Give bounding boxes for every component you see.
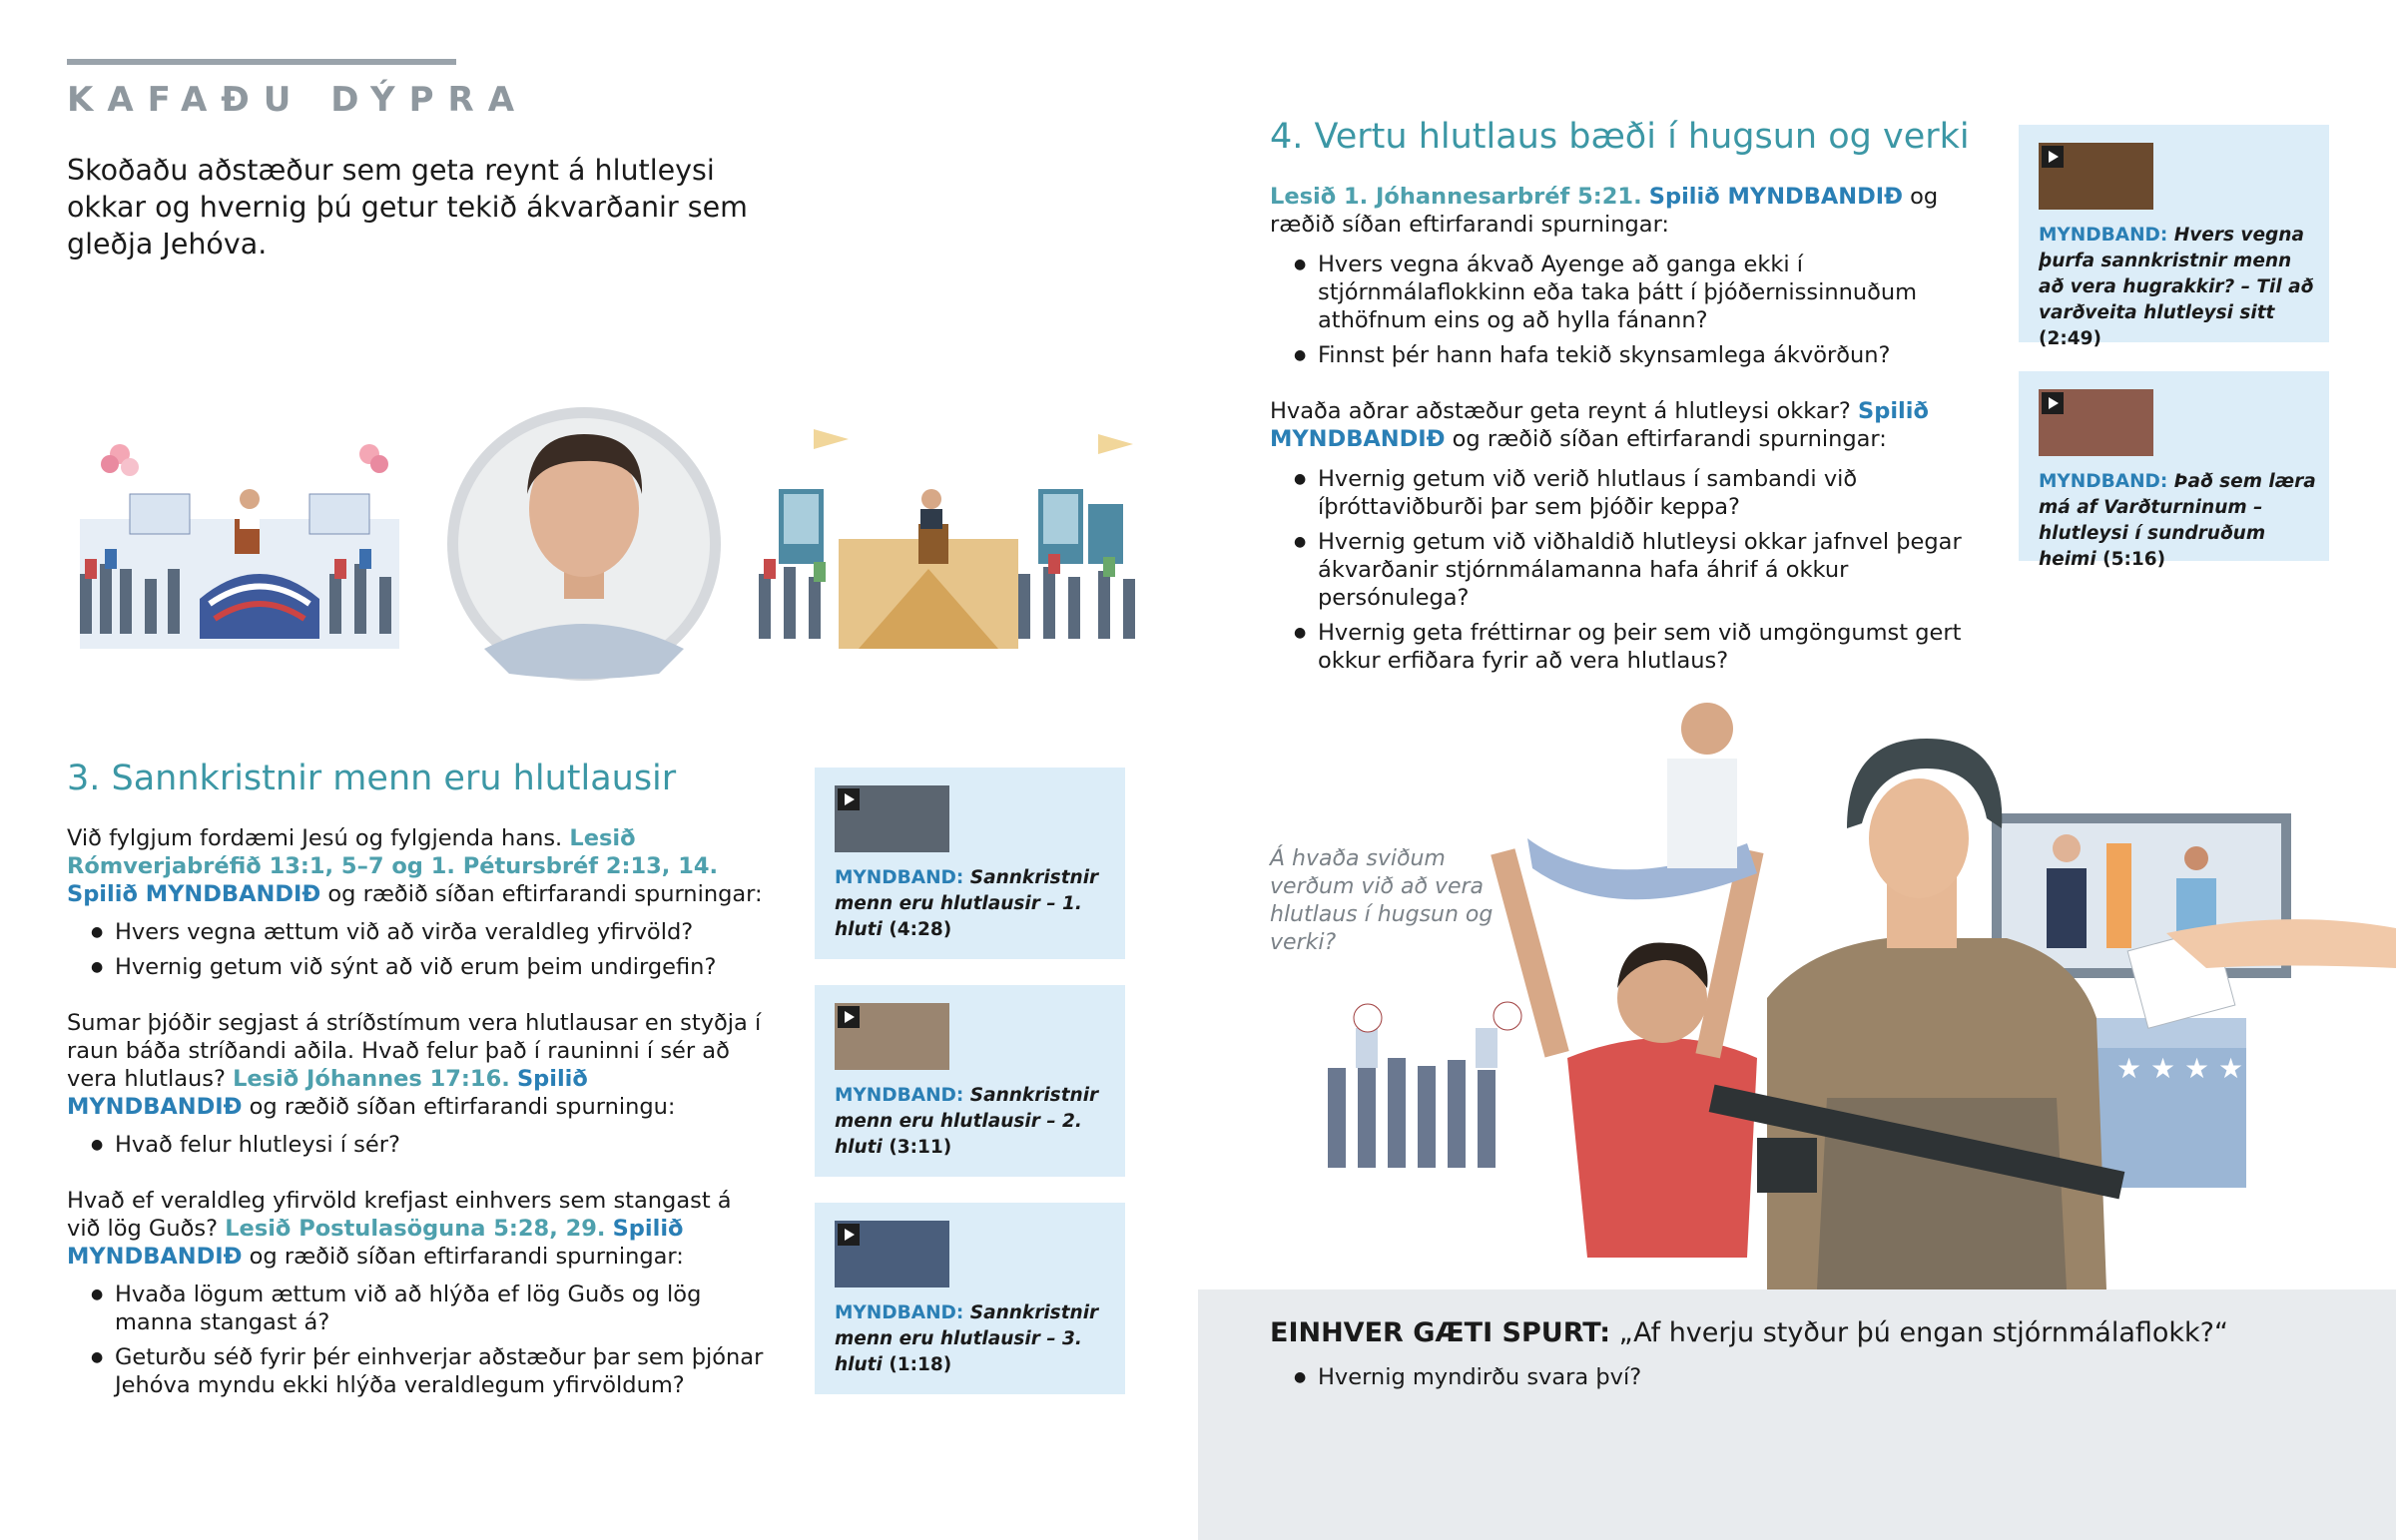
question-item: ● Hvers vegna ákvað Ayenge að ganga ekki í stjórnmálaflokkinn eða taka þátt í þjóðernissinnuðum athöfnum eins og að hylla fánann? xyxy=(1270,251,1969,334)
illustration-caption: Á hvaða sviðum verðum við að vera hlutlaus í hugsun og verki? xyxy=(1270,846,1494,955)
question-item: ● Finnst þér hann hafa tekið skynsamlega ákvörðun? xyxy=(1270,341,1969,369)
video-thumbnail[interactable] xyxy=(2039,143,2153,210)
play-icon[interactable] xyxy=(2042,146,2064,168)
play-icon[interactable] xyxy=(2042,392,2064,414)
question-item: ● Hvað felur hlutleysi í sér? xyxy=(67,1131,766,1159)
section-kicker: KAFAÐU DÝPRA xyxy=(67,80,529,120)
video-caption: MYNDBAND: Sannkristnir menn eru hlutlausir – 2. hluti (3:11) xyxy=(835,1085,1099,1158)
video-caption: MYNDBAND: Sannkristnir menn eru hlutlausir – 1. hluti (4:28) xyxy=(835,867,1099,940)
question-item: ● Hvernig getum við verið hlutlaus í sambandi við íþróttaviðburði þar sem þjóðir keppa? xyxy=(1270,465,1969,521)
paragraph-text: og ræðið síðan eftirfarandi spurningar: xyxy=(320,881,763,907)
video-card-3[interactable] xyxy=(815,1203,1125,1394)
section-3-body xyxy=(67,824,766,1406)
question-item: ● Hvers vegna ættum við að virða veraldleg yfirvöld? xyxy=(67,918,766,946)
someone-asks-heading xyxy=(1270,1317,2228,1348)
play-video-link[interactable]: Spilið MYNDBANDIÐ xyxy=(1648,184,1904,210)
question-list xyxy=(67,918,766,981)
video-thumbnail[interactable] xyxy=(835,1003,949,1070)
video-thumbnail[interactable] xyxy=(2039,389,2153,456)
scripture-reference[interactable]: Lesið Rómverjabréfið 13:1, 5–7 og 1. Pétursbréf 2:13, 14. xyxy=(67,825,719,879)
section-4-body xyxy=(1270,183,1969,682)
section-4-paragraph-1 xyxy=(1270,183,1969,239)
paragraph-text: Sumar þjóðir segjast á stríðstímum vera hlutlausar en styðja í raun báða stríðandi aðila. Hvað felur það í rauninni í sér að vera hlutlaus? xyxy=(67,1010,762,1092)
video-thumbnail[interactable] xyxy=(835,785,949,852)
play-video-link[interactable]: Spilið MYNDBANDIÐ xyxy=(67,1216,684,1270)
section-3-paragraph-2 xyxy=(67,1009,766,1121)
left-rally-scene xyxy=(80,444,399,649)
header-rule xyxy=(67,59,456,65)
intro-text: Skoðaðu aðstæður sem geta reynt á hlutleysi okkar og hvernig þú getur tekið ákvarðanir sem gleðja Jehóva. xyxy=(67,154,748,260)
question-list xyxy=(1270,465,1969,675)
paragraph-text: og ræðið síðan eftirfarandi spurningar: xyxy=(242,1244,684,1270)
section-3-title: 3. Sannkristnir menn eru hlutlausir xyxy=(67,759,677,798)
question-list xyxy=(1270,251,1969,369)
play-icon[interactable] xyxy=(838,788,860,810)
play-icon[interactable] xyxy=(838,1224,860,1246)
someone-asks-label: EINHVER GÆTI SPURT: xyxy=(1270,1317,1611,1348)
scripture-reference[interactable]: Lesið Postulasöguna 5:28, 29. xyxy=(225,1216,606,1242)
question-list xyxy=(67,1131,766,1159)
svg-text:★ ★ ★ ★: ★ ★ ★ ★ xyxy=(2116,1052,2244,1085)
video-card-4[interactable] xyxy=(2019,125,2329,349)
rally-illustration xyxy=(60,399,1158,689)
question-item: ● Hvernig geta fréttirnar og þeir sem við umgöngumst gert okkur erfiðara fyrir að vera hlutlaus? xyxy=(1270,619,1969,675)
question-item: ● Hvernig getum við viðhaldið hlutleysi okkar jafnvel þegar ákvarðanir stjórnmálamanna hafa áhrif á okkur persónulega? xyxy=(1270,528,1969,612)
section-4-paragraph-2 xyxy=(1270,397,1969,453)
play-video-link[interactable]: Spilið MYNDBANDIÐ xyxy=(67,1066,588,1120)
play-icon[interactable] xyxy=(838,1006,860,1028)
scripture-reference[interactable]: Lesið 1. Jóhannesarbréf 5:21. xyxy=(1270,184,1642,210)
video-caption: MYNDBAND: Það sem læra má af Varðturninum – hlutleysi í sundruðum heimi (5:16) xyxy=(2039,471,2316,570)
someone-asks-quote: „Af hverju styður þú engan stjórnmálaflokk?“ xyxy=(1618,1317,2228,1348)
paragraph-text: og ræðið síðan eftirfarandi spurningar: xyxy=(1270,184,1939,238)
section-4-title: 4. Vertu hlutlaus bæði í hugsun og verki xyxy=(1270,117,1970,157)
question-item: ● Hvaða lögum ættum við að hlýða ef lög Guðs og lög manna stangast á? xyxy=(67,1281,766,1336)
video-card-2[interactable] xyxy=(815,985,1125,1177)
play-video-link[interactable]: Spilið MYNDBANDIÐ xyxy=(1270,398,1929,452)
man-portrait xyxy=(447,407,721,681)
play-video-link[interactable]: Spilið MYNDBANDIÐ xyxy=(67,881,321,907)
question-item: ● Hvernig getum við sýnt að við erum þeim undirgefin? xyxy=(67,953,766,981)
neutrality-illustration xyxy=(1288,699,2396,1289)
question-item: ● Hvernig myndirðu svara því? xyxy=(1270,1363,2168,1391)
video-card-1[interactable] xyxy=(815,768,1125,959)
video-caption: MYNDBAND: Hvers vegna þurfa sannkristnir menn að vera hugrakkir? – Til að varðveita hlutleysi sitt (2:49) xyxy=(2039,225,2314,349)
video-card-5[interactable] xyxy=(2019,371,2329,570)
scripture-reference[interactable]: Lesið Jóhannes 17:16. xyxy=(233,1066,510,1092)
question-item: ● Geturðu séð fyrir þér einhverjar aðstæður þar sem þjónar Jehóva myndu ekki hlýða veraldlegum yfirvöldum? xyxy=(67,1343,766,1399)
someone-asks-questions xyxy=(1270,1363,2168,1398)
video-thumbnail[interactable] xyxy=(835,1221,949,1287)
paragraph-text: og ræðið síðan eftirfarandi spurningar: xyxy=(1445,426,1887,452)
right-rally-scene xyxy=(759,429,1135,649)
paragraph-text: og ræðið síðan eftirfarandi spurningu: xyxy=(242,1094,676,1120)
paragraph-text: Við fylgjum fordæmi Jesú og fylgjenda hans. xyxy=(67,825,570,851)
question-list xyxy=(67,1281,766,1399)
video-caption: MYNDBAND: Sannkristnir menn eru hlutlausir – 3. hluti (1:18) xyxy=(835,1302,1099,1375)
paragraph-text: Hvaða aðrar aðstæður geta reynt á hlutleysi okkar? xyxy=(1270,398,1859,424)
section-3-paragraph-3 xyxy=(67,1187,766,1271)
section-3-paragraph-1 xyxy=(67,824,766,908)
paragraph-text: Hvað ef veraldleg yfirvöld krefjast einhvers sem stangast á við lög Guðs? xyxy=(67,1188,732,1242)
